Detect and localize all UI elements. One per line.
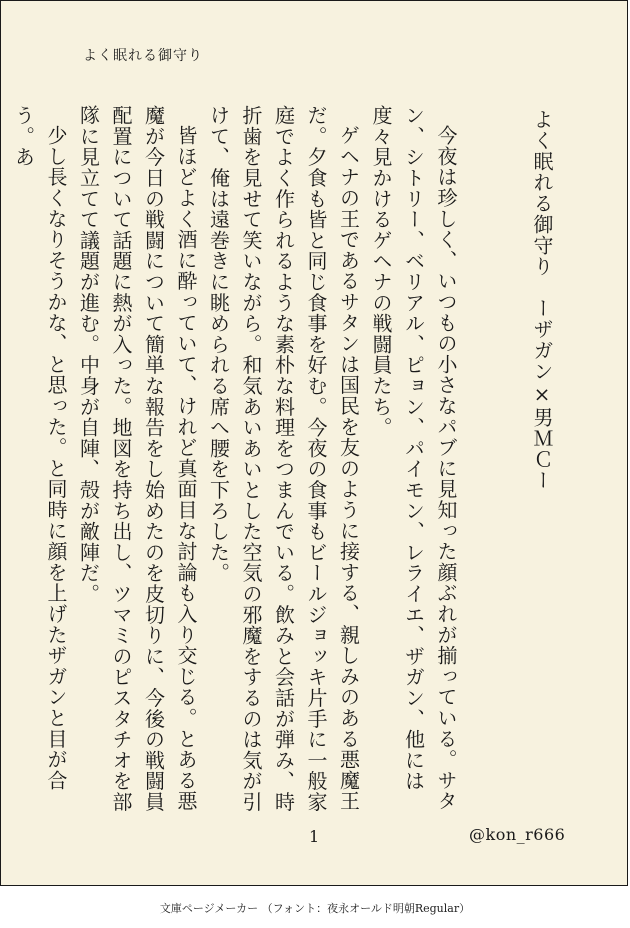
paragraph: 少し長くなりそうかな、と思った。と同時に顔を上げたザガンと目が合う。あ	[11, 105, 68, 791]
story-body	[7, 105, 462, 815]
story-title: よく眠れる御守り ーザガン×男ＭＣー	[530, 109, 554, 491]
generator-credit: 文庫ページメーカー （フォント：夜永オールド明朝Regular）	[159, 902, 471, 915]
paragraph: 今夜は珍しく、いつもの小さなパブに見知った顔ぶれが揃っている。サタン、シトリー、ベリアル、ピョン、パイモン、レライエ、ザガン、他には度々見かけるゲヘナの戦闘員たち。	[369, 105, 458, 812]
author-handle: @kon_r666	[469, 825, 566, 844]
paragraph: ゲヘナの王であるサタンは国民を友のように接する、親しみのある悪魔王だ。夕食も皆と同じ食事を好む。今夜の食事もビールジョッキ片手に一般家庭でよく作られるような素朴な料理をつまんでいる。飲みと会話が弾み、時折歯を見せて笑いながら。和気あいあいとした空気の邪魔をするのは気が引けて、俺は遠巻きに眺められる席へ腰を下ろした。	[206, 105, 361, 813]
page-number: 1	[309, 827, 320, 846]
paragraph: 皆ほどよく酒に酔っていて、けれど真面目な討論も入り交じる。とある悪魔が今日の戦闘について簡単な報告をし始めたのを皮切りに、今後の戦闘員配置について話題に熱が入った。地図を持ち出し、ツマミのピスタチオを部隊に見立てて議題が進む。中身が自陣、殻が敵陣だ。	[76, 105, 198, 813]
running-header: よく眠れる御守り	[83, 48, 203, 64]
